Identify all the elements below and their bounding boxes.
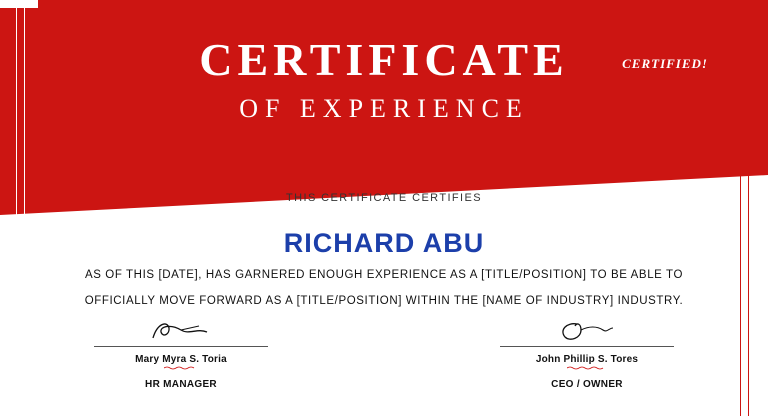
signature-role: CEO / OWNER (551, 379, 623, 390)
corner-notch (0, 0, 38, 8)
right-rule-inner (748, 0, 749, 416)
recipient-name: RICHARD ABU (283, 228, 485, 258)
signature-mark-icon (86, 318, 276, 344)
signature-block-left (86, 318, 276, 390)
left-rule-inner (24, 0, 25, 416)
right-rule-outer (740, 0, 741, 416)
left-rule-outer (16, 0, 17, 416)
certificate-title: CERTIFICATE (199, 34, 569, 85)
signature-mark-icon (492, 318, 682, 344)
body-paragraph: AS OF THIS [DATE], HAS GARNERED ENOUGH EXPERIENCE AS A [TITLE/POSITION] TO BE ABLE TO OFFICIALLY MOVE FORWARD AS A [TITLE/POSITION] WITHIN THE [NAME OF INDUSTRY] INDUSTRY. (84, 269, 684, 308)
signature-name: Mary Myra S. Toria (135, 354, 227, 365)
signature-block-right (492, 318, 682, 390)
certifies-line: THIS CERTIFICATE CERTIFIES (286, 192, 482, 204)
signature-name: John Phillip S. Tores (535, 354, 639, 365)
signature-line (94, 346, 268, 347)
squiggle-underline-icon (567, 366, 607, 370)
certificate-subtitle: OF EXPERIENCE (239, 94, 529, 124)
certified-stamp: CERTIFIED! (622, 56, 708, 71)
squiggle-underline-icon (164, 366, 198, 370)
signature-line (500, 346, 674, 347)
signature-role: HR MANAGER (145, 379, 217, 390)
